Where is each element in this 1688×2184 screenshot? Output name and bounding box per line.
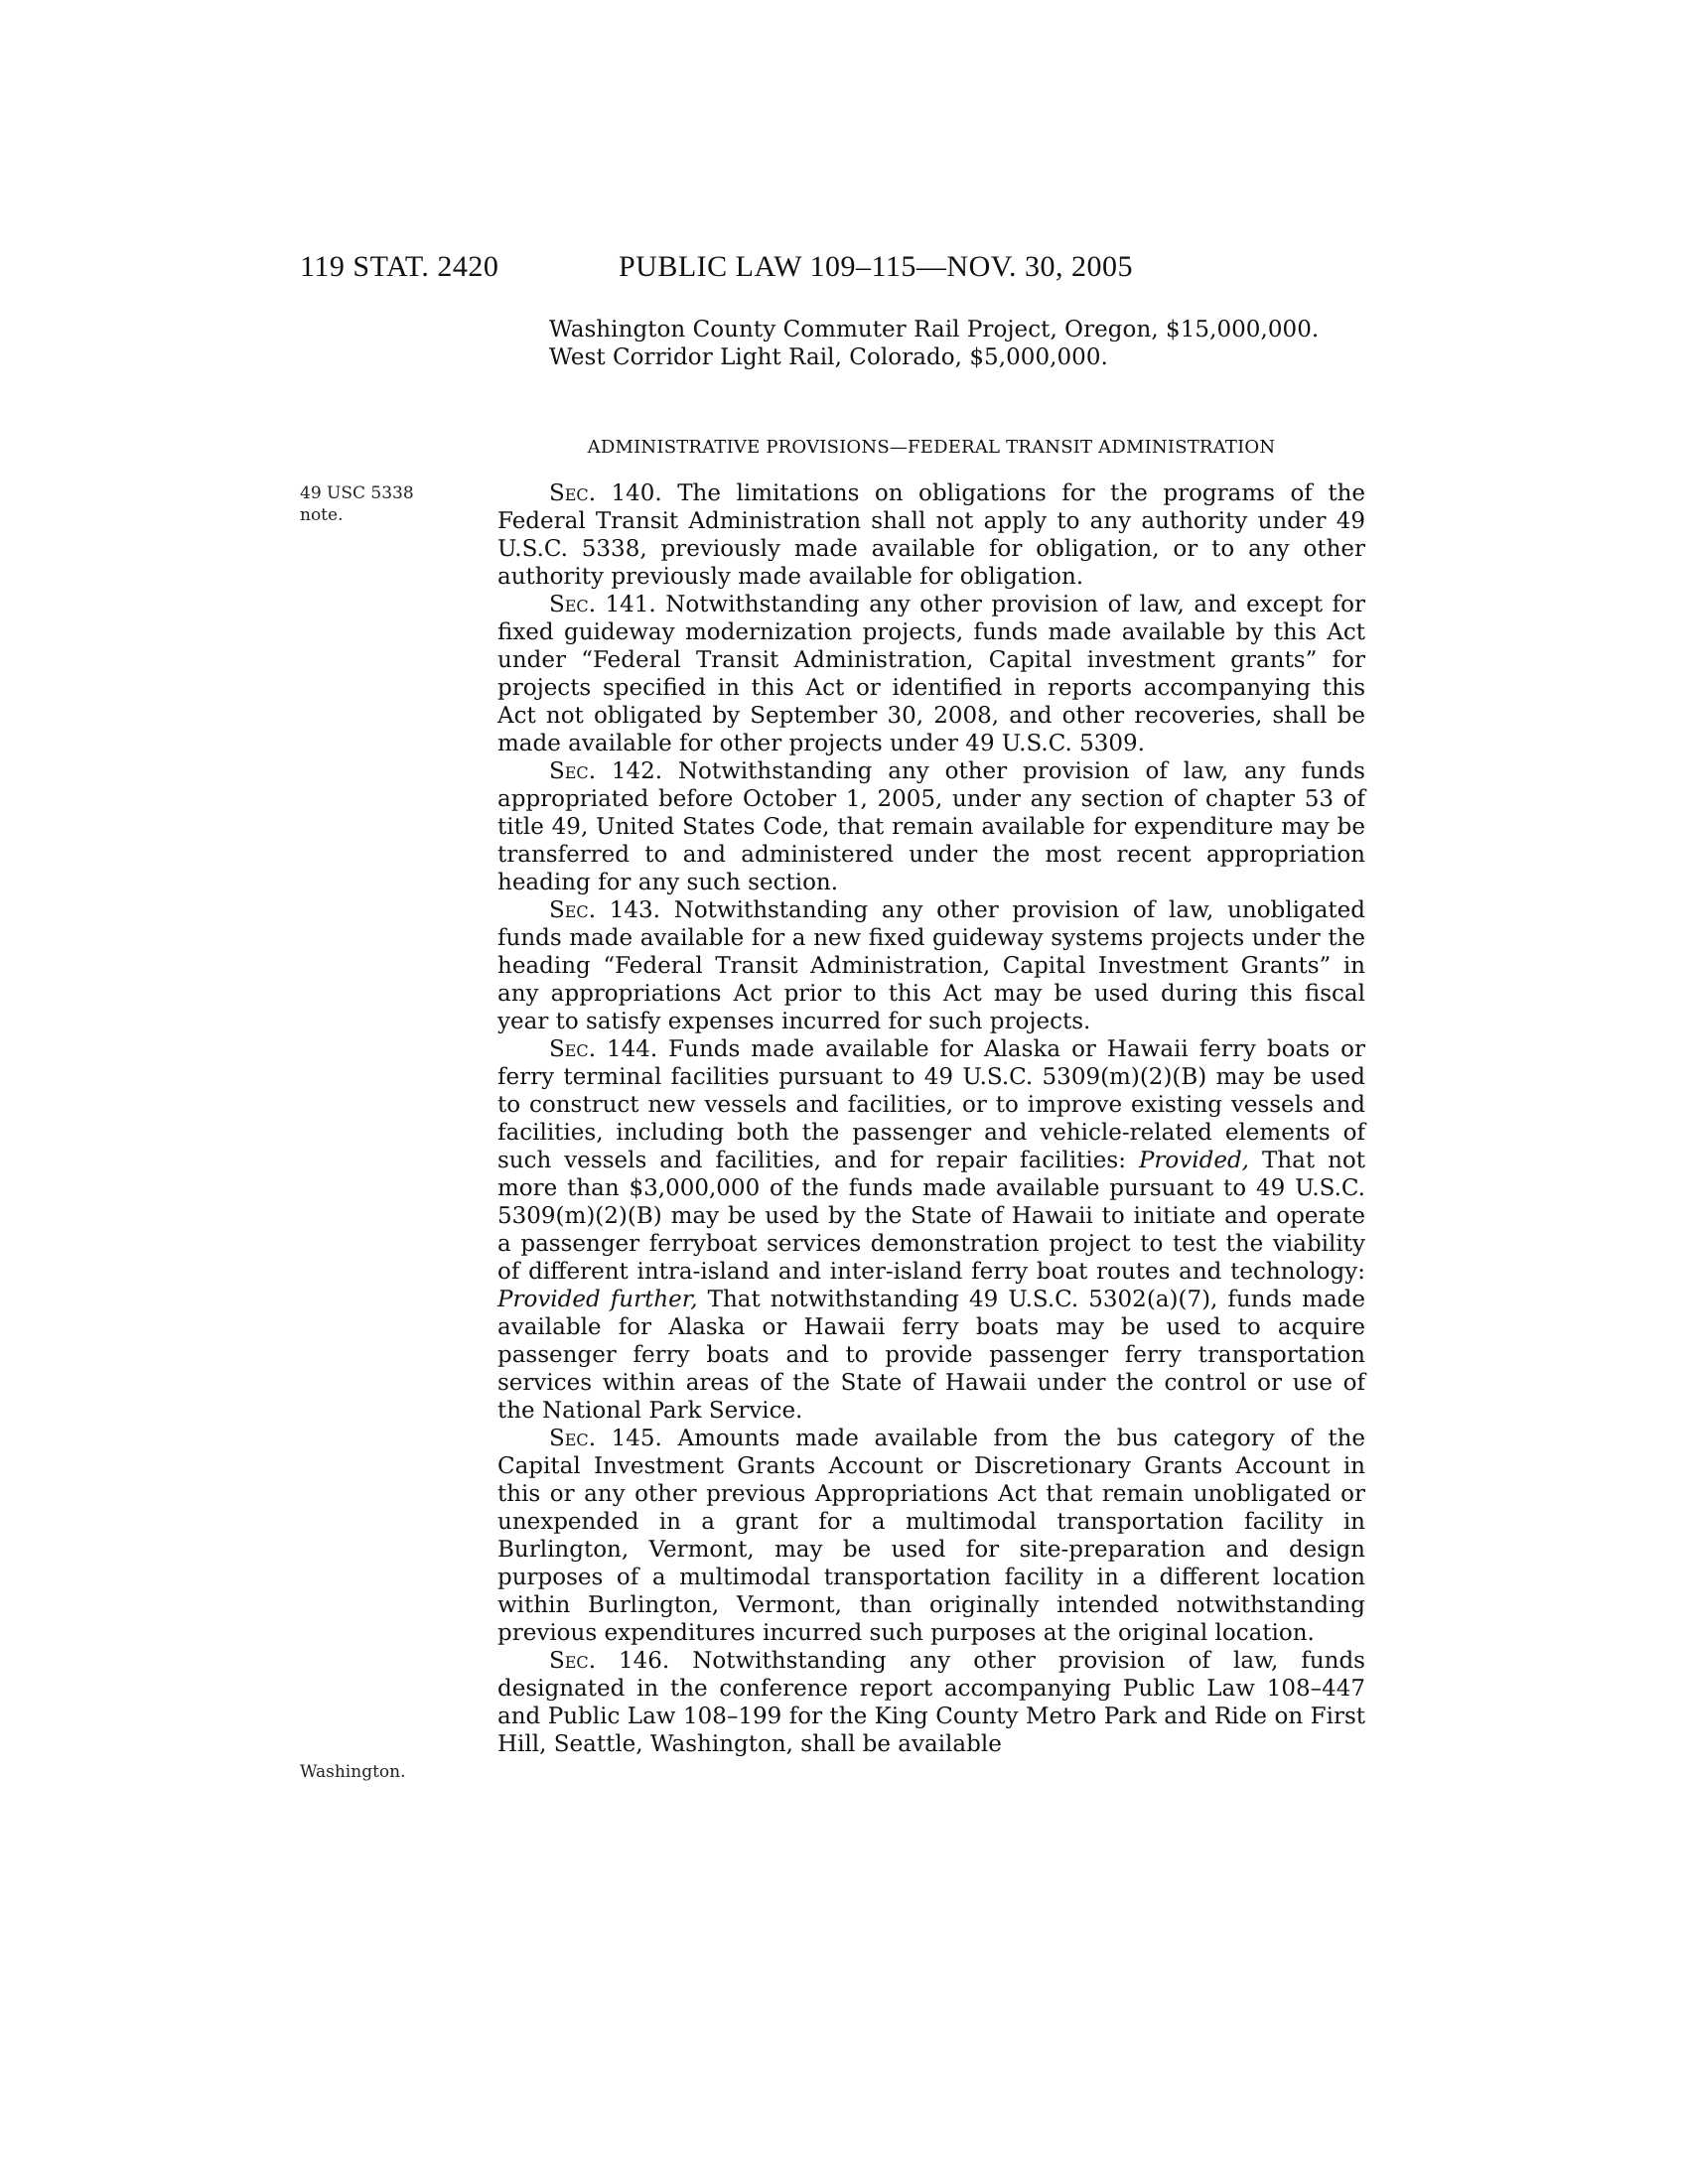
public-law-running-title: PUBLIC LAW 109–115—NOV. 30, 2005 — [619, 250, 1134, 283]
administrative-provisions-body — [497, 479, 1365, 1758]
section-label: Sec. 143. — [549, 897, 660, 923]
section-text: Notwithstanding any other provision of law, any funds appropriated before October 1, 2005, under any section of chapter 53 of title 49, United States Code, that remain available for expenditure may be transferred to and administered under the most recent appropriation heading for any such section. — [497, 758, 1365, 895]
list-item: West Corridor Light Rail, Colorado, $5,000,000. — [549, 344, 1108, 370]
statute-page-reference: 119 STAT. 2420 — [300, 250, 499, 283]
section-145 — [497, 1425, 1365, 1647]
section-text: That not more than $3,000,000 of the funds made available pursuant to 49 U.S.C. 5309(m)(2)(B) may be used by the State of Hawaii to initiate and operate a passenger ferryboat services demonstration project to test the viability of different intra-island and inter-island ferry boat routes and technology: — [497, 1148, 1365, 1285]
section-144 — [497, 1035, 1365, 1425]
section-141 — [497, 591, 1365, 757]
margin-note-washington: Washington. — [300, 1762, 406, 1782]
section-text: The limitations on obligations for the programs of the Federal Transit Administration shall not apply to any authority under 49 U.S.C. 5338, previously made available for obligation, or to any other authority previously made available for obligation. — [497, 480, 1365, 590]
section-text: Funds made available for Alaska or Hawaii ferry boats or ferry terminal facilities pursuant to 49 U.S.C. 5309(m)(2)(B) may be used to construct new vessels and facilities, or to improve existing vessels and facilities, including both the passenger and vehicle-related elements of such vessels and facilities, and for repair facilities: — [497, 1036, 1365, 1173]
section-label: Sec. 144. — [549, 1036, 658, 1062]
section-140 — [497, 479, 1365, 591]
section-142 — [497, 757, 1365, 896]
section-text: Amounts made available from the bus category of the Capital Investment Grants Account or Discretionary Grants Account in this or any other previous Appropriations Act that remain unobligated or unexpended in a grant for a multimodal transportation facility in Burlington, Vermont, may be used for site-preparation and design purposes of a multimodal transportation facility in a different location within Burlington, Vermont, than originally intended notwithstanding previous expenditures incurred such purposes at the original location. — [497, 1426, 1365, 1646]
section-text: Notwithstanding any other provision of law, and except for fixed guideway modernization projects, funds made available by this Act under “Federal Transit Administration, Capital investment grants” for projects specified in this Act or identified in reports accompanying this Act not obligated by September 30, 2008, and other recoveries, shall be made available for other projects under 49 U.S.C. 5309. — [497, 592, 1365, 756]
proviso-label: Provided further, — [497, 1287, 698, 1312]
appropriation-list-continuation — [497, 316, 1365, 371]
margin-note-usc-citation: 49 USC 5338 note. — [300, 483, 414, 525]
section-143 — [497, 896, 1365, 1035]
section-text: That notwithstanding 49 U.S.C. 5302(a)(7), funds made available for Alaska or Hawaii ferry boats may be used to acquire passenger ferry boats and to provide passenger ferry transportation services within areas of the State of Hawaii under the control or use of the National Park Service. — [497, 1287, 1365, 1424]
section-label: Sec. 145. — [549, 1426, 662, 1451]
section-label: Sec. 146. — [549, 1648, 670, 1674]
section-label: Sec. 141. — [549, 592, 656, 617]
section-text: Notwithstanding any other provision of law, funds designated in the conference report accompanying Public Law 108–447 and Public Law 108–199 for the King County Metro Park and Ride on First Hill, Seattle, Washington, shall be available — [497, 1648, 1365, 1757]
proviso-label: Provided, — [1138, 1148, 1249, 1173]
section-146 — [497, 1647, 1365, 1758]
section-label: Sec. 142. — [549, 758, 663, 784]
section-text: Notwithstanding any other provision of law, unobligated funds made available for a new fixed guideway systems projects under the heading “Federal Transit Administration, Capital Investment Grants” in any appropriations Act prior to this Act may be used during this fiscal year to satisfy expenses incurred for such projects. — [497, 897, 1365, 1034]
list-item: Washington County Commuter Rail Project, Oregon, $15,000,000. — [549, 317, 1320, 342]
section-heading: ADMINISTRATIVE PROVISIONS—FEDERAL TRANSIT ADMINISTRATION — [587, 437, 1276, 458]
section-label: Sec. 140. — [549, 480, 662, 506]
page-header — [0, 250, 1688, 290]
